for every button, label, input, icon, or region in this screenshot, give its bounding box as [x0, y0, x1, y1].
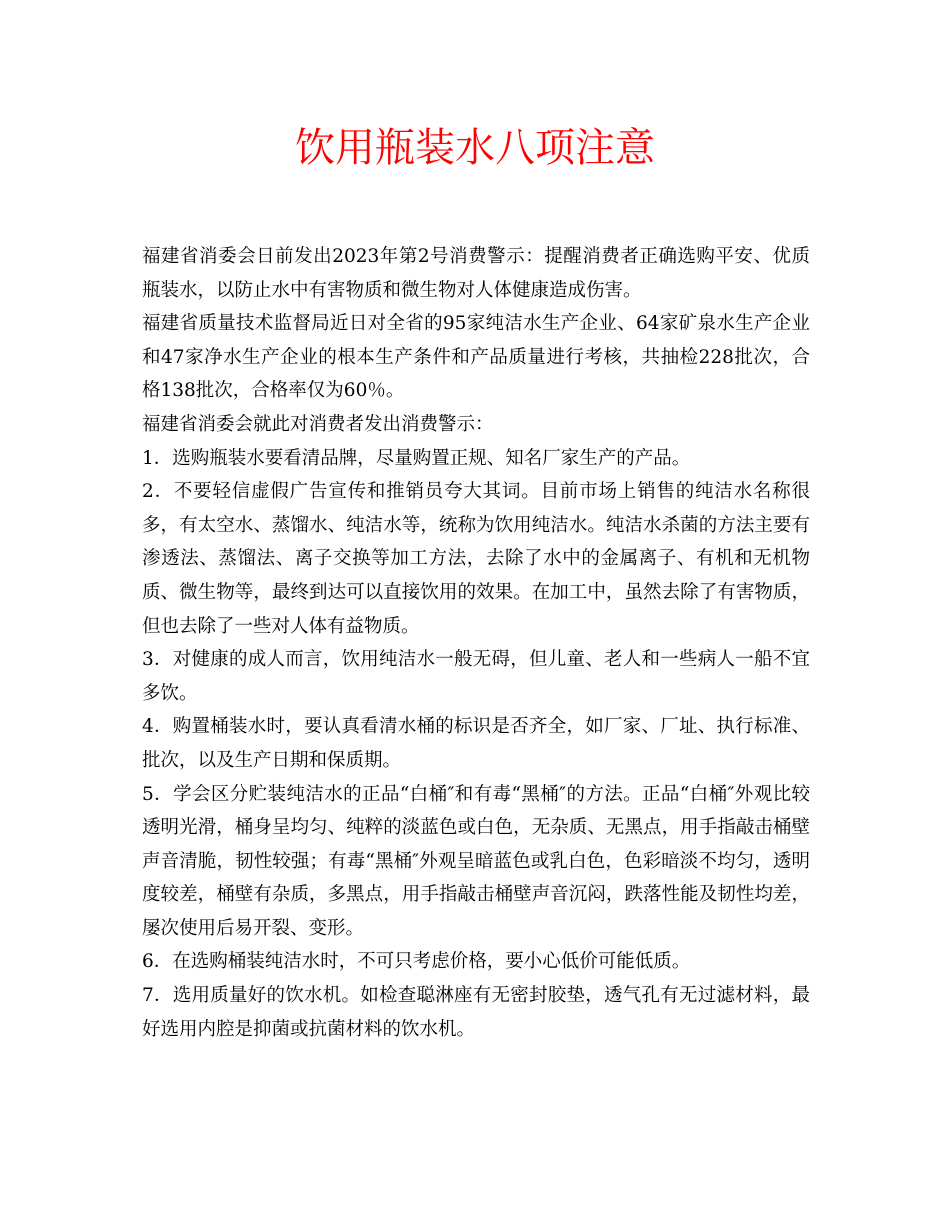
paragraph-item-4: 4．购置桶装水时，要认真看清水桶的标识是否齐全，如厂家、厂址、执行标准、批次，以及生产日期和保质期。 — [142, 716, 810, 771]
document-body — [142, 240, 810, 1046]
paragraph-item-2: 2．不要轻信虚假广告宣传和推销员夸大其词。目前市场上销售的纯洁水名称很多，有太空水、蒸馏水、纯洁水等，统称为饮用纯洁水。纯洁水杀菌的方法主要有渗透法、蒸馏法、离子交换等加工方法，去除了水中的金属离子、有机和无机物质、微生物等，最终到达可以直接饮用的效果。在加工中，虽然去除了有害物质，但也去除了一些对人体有益物质。 — [142, 481, 810, 637]
document-title: 饮用瓶装水八项注意 — [295, 125, 655, 171]
paragraph-warning-lead: 福建省消委会就此对消费者发出消费警示： — [142, 413, 494, 435]
paragraph-intro: 福建省消委会日前发出2023年第2号消费警示：提醒消费者正确选购平安、优质瓶装水，以防止水中有害物质和微生物对人体健康造成伤害。 — [142, 246, 810, 301]
paragraph-item-1: 1．选购瓶装水要看清品牌，尽量购置正规、知名厂家生产的产品。 — [142, 447, 691, 469]
paragraph-item-6: 6．在选购桶装纯洁水时，不可只考虑价格，要小心低价可能低质。 — [142, 951, 691, 973]
paragraph-item-7: 7．选用质量好的饮水机。如检查聪淋座有无密封胶垫，透气孔有无过滤材料，最好选用内腔是抑菌或抗菌材料的饮水机。 — [142, 985, 810, 1040]
paragraph-item-5: 5．学会区分贮装纯洁水的正品“白桶″和有毒“黑桶″的方法。正品“白桶″外观比较透明光滑，桶身呈均匀、纯粹的淡蓝色或白色，无杂质、无黑点，用手指敲击桶壁声音清脆，韧性较强；有毒“黑桶″外观呈暗蓝色或乳白色，色彩暗淡不均匀，透明度较差，桶壁有杂质，多黑点，用手指敲击桶壁声音沉闷，跌落性能及韧性均差，屡次使用后易开裂、变形。 — [142, 783, 810, 939]
paragraph-item-3: 3．对健康的成人而言，饮用纯洁水一般无碍，但儿童、老人和一些病人一船不宜多饮。 — [142, 649, 810, 704]
paragraph-inspection: 福建省质量技术监督局近日对全省的95家纯洁水生产企业、64家矿泉水生产企业和47家净水生产企业的根本生产条件和产品质量进行考核，共抽检228批次，合格138批次，合格率仅为60％。 — [142, 313, 810, 402]
